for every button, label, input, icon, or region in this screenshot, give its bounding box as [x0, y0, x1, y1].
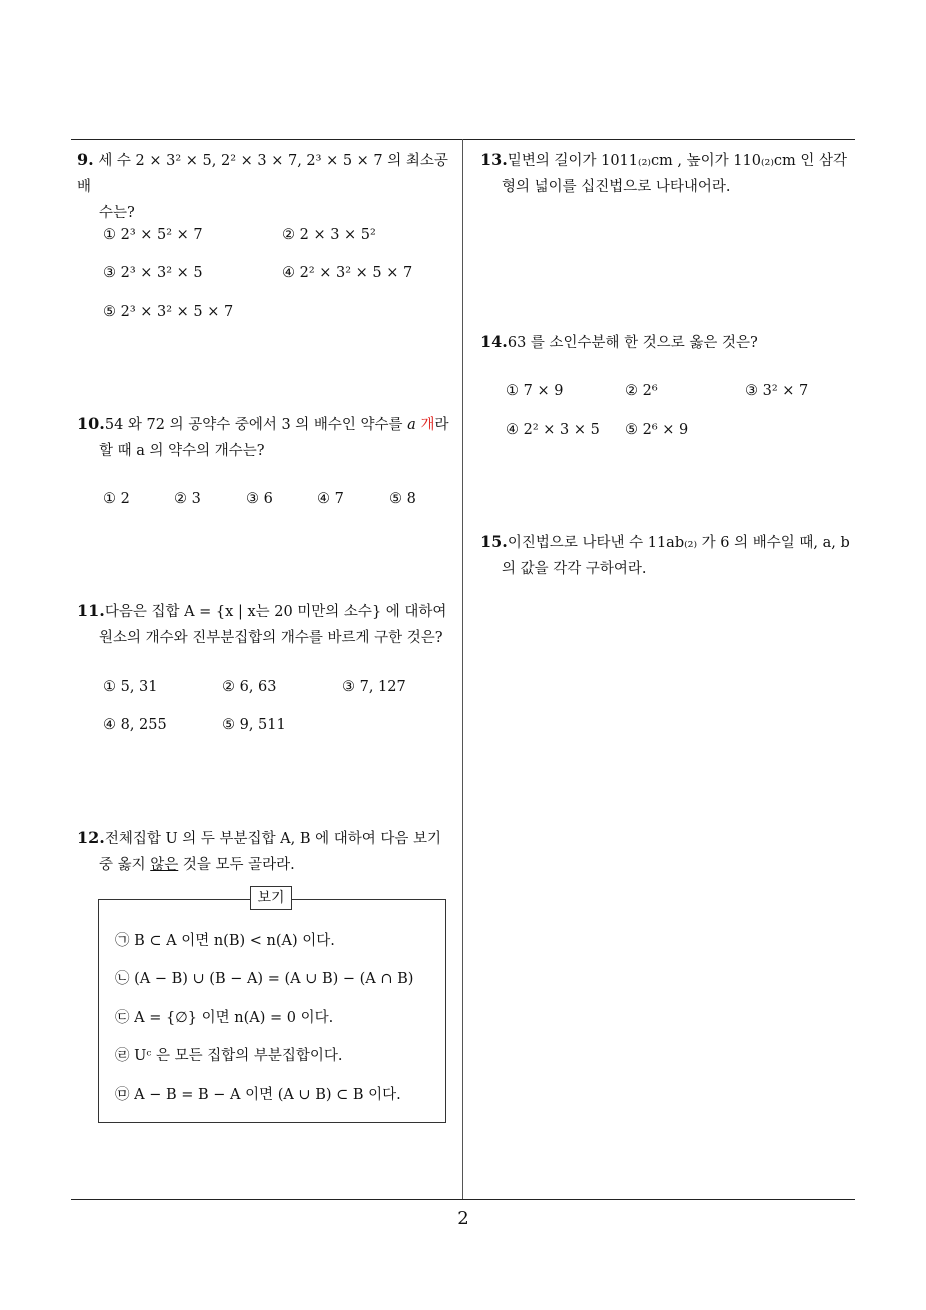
bogi-item-2: ㉡ (A − B) ∪ (B − A) = (A ∪ B) − (A ∩ B): [115, 971, 414, 987]
bogi-title: 보기: [250, 886, 292, 910]
question-11-line2: 원소의 개수와 진부분집합의 개수를 바르게 구한 것은?: [99, 630, 443, 646]
q11-option-1[interactable]: ① 5, 31: [103, 679, 158, 695]
question-12-line1: 전체집합 U 의 두 부분집합 A, B 에 대하여 다음 보기: [104, 831, 442, 847]
question-13-line1: 밑변의 길이가 1011₍₂₎cm , 높이가 110₍₂₎cm 인 삼각: [507, 153, 847, 169]
top-rule: [71, 139, 855, 140]
question-13: [480, 147, 860, 200]
question-10-line1a: 54 와 72 의 공약수 중에서 3 의 배수인 약수를: [104, 417, 408, 433]
q14-option-5[interactable]: ⑤ 2⁶ × 9: [625, 422, 689, 438]
q10-option-3[interactable]: ③ 6: [246, 491, 273, 507]
question-12-line2a: 중 옳지: [99, 857, 151, 873]
question-11-line1: 다음은 집합 A = {x | x는 20 미만의 소수} 에 대하여: [104, 604, 447, 620]
q14-option-3[interactable]: ③ 3² × 7: [745, 383, 809, 399]
question-9: [77, 147, 457, 226]
q9-option-4[interactable]: ④ 2² × 3² × 5 × 7: [282, 265, 413, 281]
question-12-underlined: 않은: [150, 857, 179, 873]
q14-option-4[interactable]: ④ 2² × 3 × 5: [506, 422, 600, 438]
bogi-item-5: ㉤ A − B = B − A 이면 (A ∪ B) ⊂ B 이다.: [115, 1087, 401, 1103]
question-9-number: 9.: [77, 150, 94, 169]
question-12: [77, 825, 457, 878]
question-9-line2: 수는?: [99, 205, 135, 221]
question-14: [480, 329, 860, 356]
question-10-number: 10.: [77, 414, 105, 433]
question-12-line2b: 것을 모두 골라라.: [178, 857, 295, 873]
question-15-line1: 이진법으로 나타낸 수 11ab₍₂₎ 가 6 의 배수일 때, a, b: [507, 535, 850, 551]
bogi-item-4: ㉣ Uᶜ 은 모든 집합의 부분집합이다.: [115, 1048, 343, 1064]
question-13-number: 13.: [480, 150, 508, 169]
question-9-line1: 세 수 2 × 3² × 5, 2² × 3 × 7, 2³ × 5 × 7 의 최소공배: [77, 153, 448, 195]
question-14-number: 14.: [480, 332, 508, 351]
q10-option-4[interactable]: ④ 7: [317, 491, 344, 507]
q9-option-5[interactable]: ⑤ 2³ × 3² × 5 × 7: [103, 304, 234, 320]
question-15-number: 15.: [480, 532, 508, 551]
q11-option-2[interactable]: ② 6, 63: [222, 679, 277, 695]
q14-option-2[interactable]: ② 2⁶: [625, 383, 658, 399]
q11-option-3[interactable]: ③ 7, 127: [342, 679, 406, 695]
q11-option-5[interactable]: ⑤ 9, 511: [222, 717, 286, 733]
question-10-line1b: 라: [434, 417, 449, 433]
page-number: 2: [457, 1208, 469, 1229]
q9-option-3[interactable]: ③ 2³ × 3² × 5: [103, 265, 203, 281]
question-10: [77, 411, 457, 464]
q9-option-2[interactable]: ② 2 × 3 × 5²: [282, 227, 376, 243]
question-14-line1: 63 를 소인수분해 한 것으로 옳은 것은?: [507, 335, 758, 351]
question-11: [77, 598, 457, 651]
question-15-line2: 의 값을 각각 구하여라.: [502, 561, 647, 577]
q10-option-5[interactable]: ⑤ 8: [389, 491, 416, 507]
question-12-number: 12.: [77, 828, 105, 847]
question-13-line2: 형의 넓이를 십진법으로 나타내어라.: [502, 179, 731, 195]
question-11-number: 11.: [77, 601, 105, 620]
question-10-red-text: 개: [420, 417, 435, 433]
q10-option-2[interactable]: ② 3: [174, 491, 201, 507]
question-15: [480, 529, 860, 582]
bogi-item-3: ㉢ A = {∅} 이면 n(A) = 0 이다.: [115, 1010, 334, 1026]
column-divider: [462, 139, 463, 1200]
q10-option-1[interactable]: ① 2: [103, 491, 130, 507]
bogi-item-1: ㉠ B ⊂ A 이면 n(B) < n(A) 이다.: [115, 933, 335, 949]
q11-option-4[interactable]: ④ 8, 255: [103, 717, 167, 733]
q9-option-1[interactable]: ① 2³ × 5² × 7: [103, 227, 203, 243]
question-10-line2: 할 때 a 의 약수의 개수는?: [99, 443, 265, 459]
q14-option-1[interactable]: ① 7 × 9: [506, 383, 564, 399]
bottom-rule: [71, 1199, 855, 1200]
question-10-var-a: a: [407, 417, 416, 433]
